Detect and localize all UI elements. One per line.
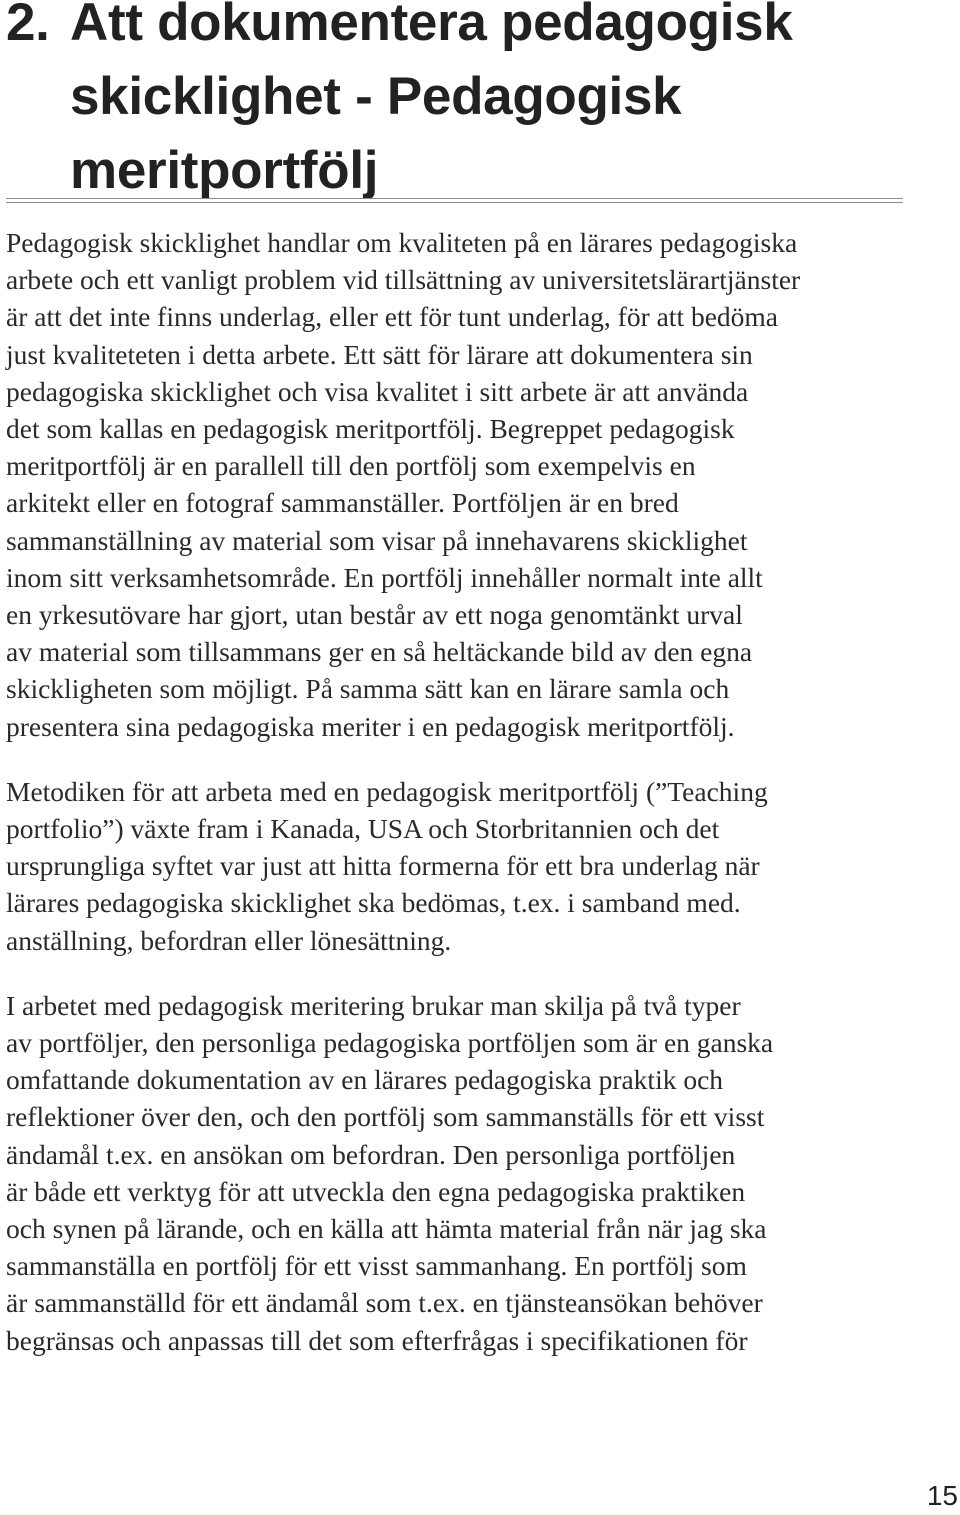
text-line: inom sitt verksamhetsområde. En portfölj innehåller normalt inte allt xyxy=(6,561,763,593)
text-line: anställning, befordran eller lönesättning. xyxy=(6,924,452,956)
heading-line: meritportfölj xyxy=(70,141,379,200)
text-line: meritportfölj är en parallell till den portfölj som exempelvis en xyxy=(6,450,696,482)
text-line: I arbetet med pedagogisk meritering brukar man skilja på två typer xyxy=(6,989,741,1021)
text-line: pedagogiska skicklighet och visa kvalitet i sitt arbete är att använda xyxy=(6,375,749,407)
text-line: en yrkesutövare har gjort, utan består av ett noga genomtänkt urval xyxy=(6,599,743,631)
text-line: det som kallas en pedagogisk meritportfölj. Begreppet pedagogisk xyxy=(6,413,735,445)
text-line: är att det inte finns underlag, eller ett för tunt underlag, för att bedöma xyxy=(6,301,779,333)
text-line: ändamål t.ex. en ansökan om befordran. Den personliga portföljen xyxy=(6,1138,736,1170)
body-text xyxy=(6,224,906,1387)
heading-divider xyxy=(6,198,903,203)
heading-line: skicklighet - Pedagogisk xyxy=(70,67,682,126)
text-line: presentera sina pedagogiska meriter i en pedagogisk meritportfölj. xyxy=(6,710,735,742)
text-line: sammanställa en portfölj för ett visst sammanhang. En portfölj som xyxy=(6,1250,747,1282)
text-line: är både ett verktyg för att utveckla den egna pedagogiska praktiken xyxy=(6,1175,746,1207)
heading-line: Att dokumentera pedagogisk xyxy=(70,0,793,52)
text-line: ursprungliga syftet var just att hitta formerna för ett bra underlag när xyxy=(6,850,760,882)
text-line: portfolio”) växte fram i Kanada, USA och Storbritannien och det xyxy=(6,813,720,845)
section-number: 2. xyxy=(6,0,50,52)
text-line: lärares pedagogiska skicklighet ska bedömas, t.ex. i samband med. xyxy=(6,887,741,919)
text-line: och synen på lärande, och en källa att hämta material från när jag ska xyxy=(6,1213,767,1245)
text-line: sammanställning av material som visar på innehavarens skicklighet xyxy=(6,524,748,556)
text-line: arkitekt eller en fotograf sammanställer. Portföljen är en bred xyxy=(6,487,679,519)
text-line: reflektioner över den, och den portfölj som sammanställs för ett visst xyxy=(6,1101,765,1133)
text-line: begränsas och anpassas till det som efterfrågas i specifikationen för xyxy=(6,1324,748,1356)
section-heading xyxy=(6,0,946,208)
text-line: är sammanställd för ett ändamål som t.ex. en tjänsteansökan behöver xyxy=(6,1287,763,1319)
text-line: av portföljer, den personliga pedagogiska portföljen som är en ganska xyxy=(6,1027,774,1059)
paragraph xyxy=(6,224,906,745)
paragraph xyxy=(6,773,906,959)
text-line: omfattande dokumentation av en lärares pedagogiska praktik och xyxy=(6,1064,724,1096)
text-line: arbete och ett vanligt problem vid tillsättning av universitetslärartjänster xyxy=(6,264,801,296)
text-line: av material som tillsammans ger en så heltäckande bild av den egna xyxy=(6,636,753,668)
text-line: just kvaliteteten i detta arbete. Ett sätt för lärare att dokumentera sin xyxy=(6,338,753,370)
text-line: skickligheten som möjligt. På samma sätt kan en lärare samla och xyxy=(6,673,730,705)
paragraph xyxy=(6,987,906,1359)
page-number: 15 xyxy=(926,1480,958,1511)
text-line: Pedagogisk skicklighet handlar om kvaliteten på en lärares pedagogiska xyxy=(6,227,798,258)
text-line: Metodiken för att arbeta med en pedagogisk meritportfölj (”Teaching xyxy=(6,775,768,807)
